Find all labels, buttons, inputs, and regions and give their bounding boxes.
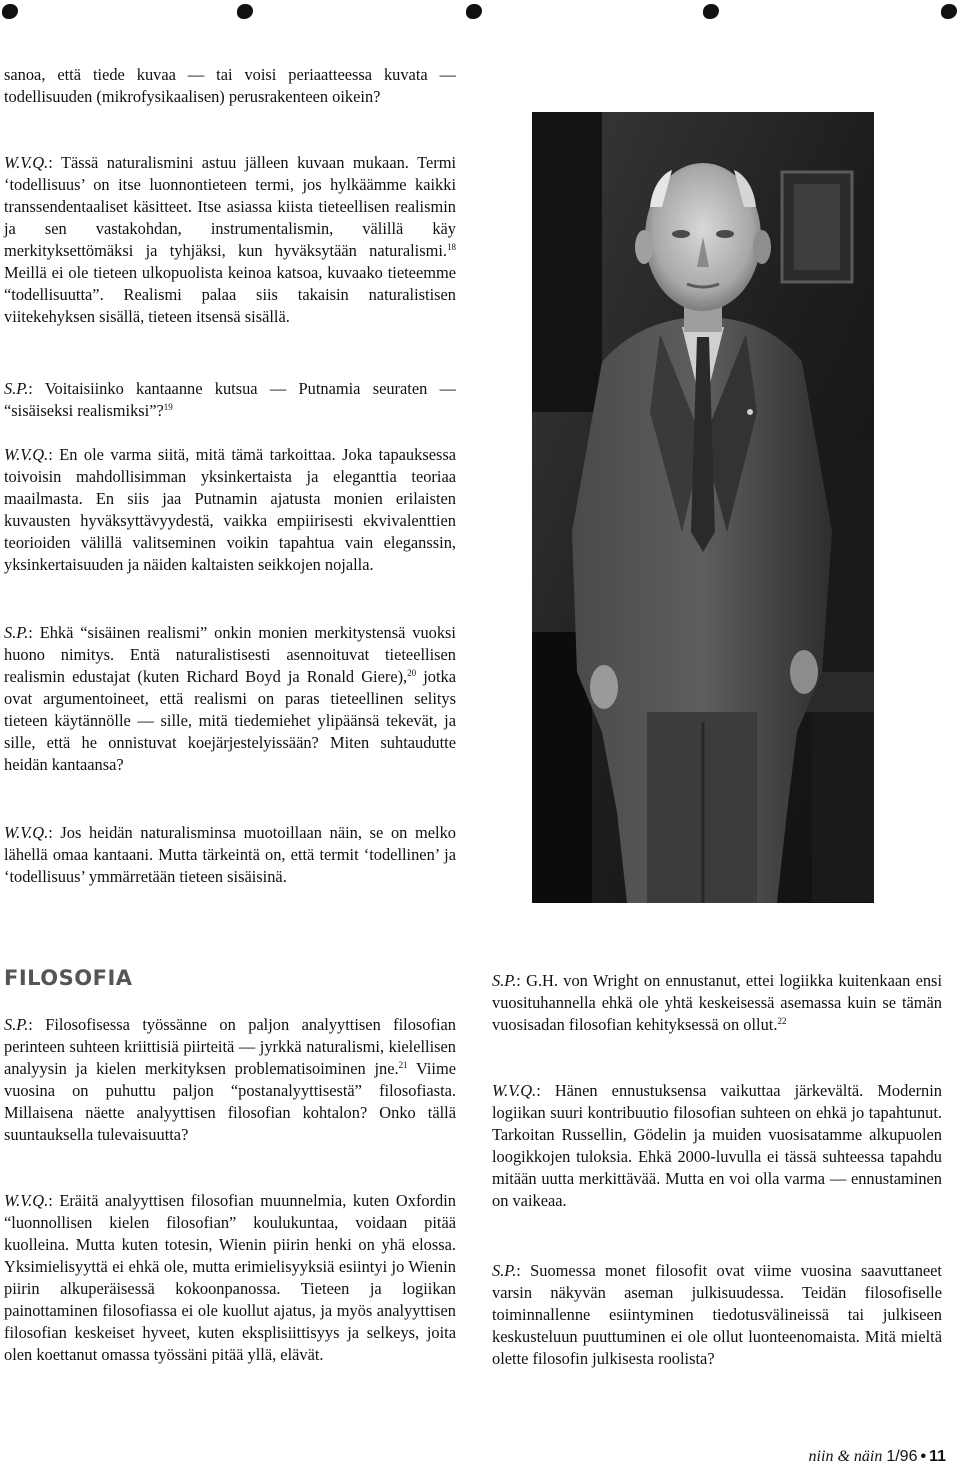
speaker-label: S.P. — [4, 623, 29, 642]
paragraph-text: : Jos heidän naturalisminsa muotoillaan näin, se on melko lähellä omaa kantaani. Mutta tärkeintä on, että termit ‘todellinen’ ja ‘todellisuus’ ymmärretään tieteen sisäisinä. — [4, 823, 456, 886]
registration-mark — [941, 4, 957, 19]
paragraph — [4, 1190, 456, 1366]
page-number: 11 — [929, 1448, 946, 1465]
speaker-label: S.P. — [4, 379, 29, 398]
speaker-label: W.V.Q. — [4, 153, 49, 172]
footnote-ref: 20 — [407, 668, 417, 678]
paragraph — [4, 444, 456, 576]
footnote-ref: 21 — [398, 1060, 408, 1070]
paragraph-text: : Eräitä analyyttisen filosofian muunnelmia, kuten Oxfordin “luonnollisen kielen filosofian” koulukuntaa, voidaan pitää kuolleina. Mutta kuten totesin, Wienin piirin henki on yhä elossa. Yksimielisyyttä ei ehkä ole, mutta erimielisyyksiä esiintyi jo Wienin piirin alkuperäisessä kokoonpanossa. Tieteen ja logiikan painottaminen filosofiassa ei ole kuollut ajatus, ja myös analyyttisen filosofian keskeiset hyveet, kuten eksplisiittisyys ja selkeys, joita olen koettanut omassa työssäni pitää yllä, elävät. — [4, 1191, 456, 1364]
paragraph — [4, 64, 456, 108]
issue-number: 1/96 — [886, 1448, 918, 1465]
speaker-label: W.V.Q. — [4, 823, 49, 842]
portrait-photo-image — [532, 112, 874, 903]
page-footer — [809, 1448, 946, 1466]
paragraph-text: : Tässä naturalismini astuu jälleen kuvaan mukaan. Termi ‘todellisuus’ on itse luonnontieteen termi, jos hylkäämme kaikki transsendentaaliset käsitteet. Itse asiassa kiista tieteellisen realismin ja sen vastakohdan, instrumentalismin, välillä käy merkityksettömäksi ja tyhjäksi, kun hyväksytään naturalismi. — [4, 153, 456, 260]
paragraph-text: : Voitaisiinko kantaanne kutsua — Putnamia seuraten — “sisäiseksi realismiksi”? — [4, 379, 456, 420]
footnote-ref: 18 — [447, 242, 456, 252]
portrait-photo — [532, 112, 874, 903]
paragraph-text: sanoa, että tiede kuvaa — tai voisi periaatteessa kuvata — todellisuuden (mikrofysikaalisen) perusrakenteen oikein? — [4, 65, 456, 106]
paragraph — [4, 378, 456, 422]
speaker-label: S.P. — [492, 971, 517, 990]
paragraph — [492, 1260, 942, 1370]
registration-mark — [2, 4, 18, 19]
registration-mark — [703, 4, 719, 19]
paragraph-text: : En ole varma siitä, mitä tämä tarkoittaa. Joka tapauksessa toivoisin mahdollisimman yksinkertaista ja eleganttia teoriaa maailmasta. En siis jaa Putnamin ajatusta monien erilaisten kuvausten hyväksyttävyydestä, vaikka empiirisesti ekvivalenttien teorioiden välillä valitseminen voikin tapahtua vain eleganssin, yksinkertaisuuden ja näiden kaltaisten seikkojen nojalla. — [4, 445, 456, 574]
paragraph — [492, 970, 942, 1036]
speaker-label: W.V.Q. — [492, 1081, 537, 1100]
speaker-label: S.P. — [492, 1261, 517, 1280]
publication-name: niin & näin — [808, 1448, 883, 1465]
paragraph — [4, 1014, 456, 1146]
paragraph-text: Meillä ei ole tieteen ulkopuolista keinoa katsoa, kuvaako tieteemme “todellisuutta”. Realismi palaa siis takaisin naturalistisen viitekehyksen sisällä, tieteen itsensä sisällä. — [4, 263, 456, 326]
section-heading: FILOSOFIA — [4, 966, 133, 990]
paragraph — [4, 822, 456, 888]
paragraph — [492, 1080, 942, 1212]
speaker-label: W.V.Q. — [4, 1191, 49, 1210]
paragraph-text: : G.H. von Wright on ennustanut, ettei logiikka kuitenkaan ensi vuosituhannella ehkä ole yhtä keskeisessä asemassa kuin se tämän vuosisadan filosofian kehityksessä on ollut. — [492, 971, 942, 1034]
paragraph-text: : Ehkä “sisäinen realismi” onkin monien merkitystensä vuoksi huono nimitys. Entä naturalistisesti asennoituvat tieteellisen realismin edustajat (kuten Richard Boyd ja Ronald Giere), — [4, 623, 456, 686]
paragraph-text: : Hänen ennustuksensa vaikuttaa järkevältä. Modernin logiikan suuri kontribuutio filosofian suhteen on ehkä jo tapahtunut. Tarkoitan Russellin, Gödelin ja muiden vuosisatamme alkupuolen loogikkojen tuloksia. Ehkä 2000-luvulla ei tässä suhteessa tapahdu mitään uutta merkittävää. Mutta en voi olla varma — ennustaminen on vaikeaa. — [492, 1081, 942, 1210]
paragraph-text: : Suomessa monet filosofit ovat viime vuosina saavuttaneet varsin näkyvän aseman julkisuudessa. Teidän filosofiselle toiminnallenne esiintyminen tiedotusvälineissä tai julkiseen keskusteluun puuttuminen ei ole ollut luonteenomaista. Mitä mieltä olette filosofin julkisesta roolista? — [492, 1261, 942, 1368]
registration-mark — [466, 4, 482, 19]
footnote-ref: 19 — [163, 402, 173, 412]
footnote-ref: 22 — [777, 1016, 787, 1026]
speaker-label: W.V.Q. — [4, 445, 49, 464]
paragraph-text: jotka ovat argumentoineet, että realismi on paras tieteellinen selitys tieteen käytännölle — sille, mitä tiedemiehet ylipäänsä tekevät, ja sille, että he onnistuvat koejärjestelyissään? Miten suhtaudutte heidän kantaansa? — [4, 667, 456, 774]
paragraph — [4, 622, 456, 776]
speaker-label: S.P. — [4, 1015, 29, 1034]
paragraph — [4, 152, 456, 328]
paragraph-text: Viime vuosina on puhuttu paljon “postanalyyttisestä” filosofiasta. Millaisena näette analyyttisen filosofian kohtalon? Onko tällä suuntauksella tulevaisuutta? — [4, 1059, 456, 1144]
bullet-separator: • — [920, 1448, 927, 1465]
registration-mark — [237, 4, 253, 19]
paragraph-text: : Filosofisessa työssänne on paljon analyyttisen filosofian perinteen suhteen kriittisiä piirteitä — jyrkkä naturalismi, kielellisen analyysin ja kielen merkityksen problematisoiminen jne. — [4, 1015, 456, 1078]
